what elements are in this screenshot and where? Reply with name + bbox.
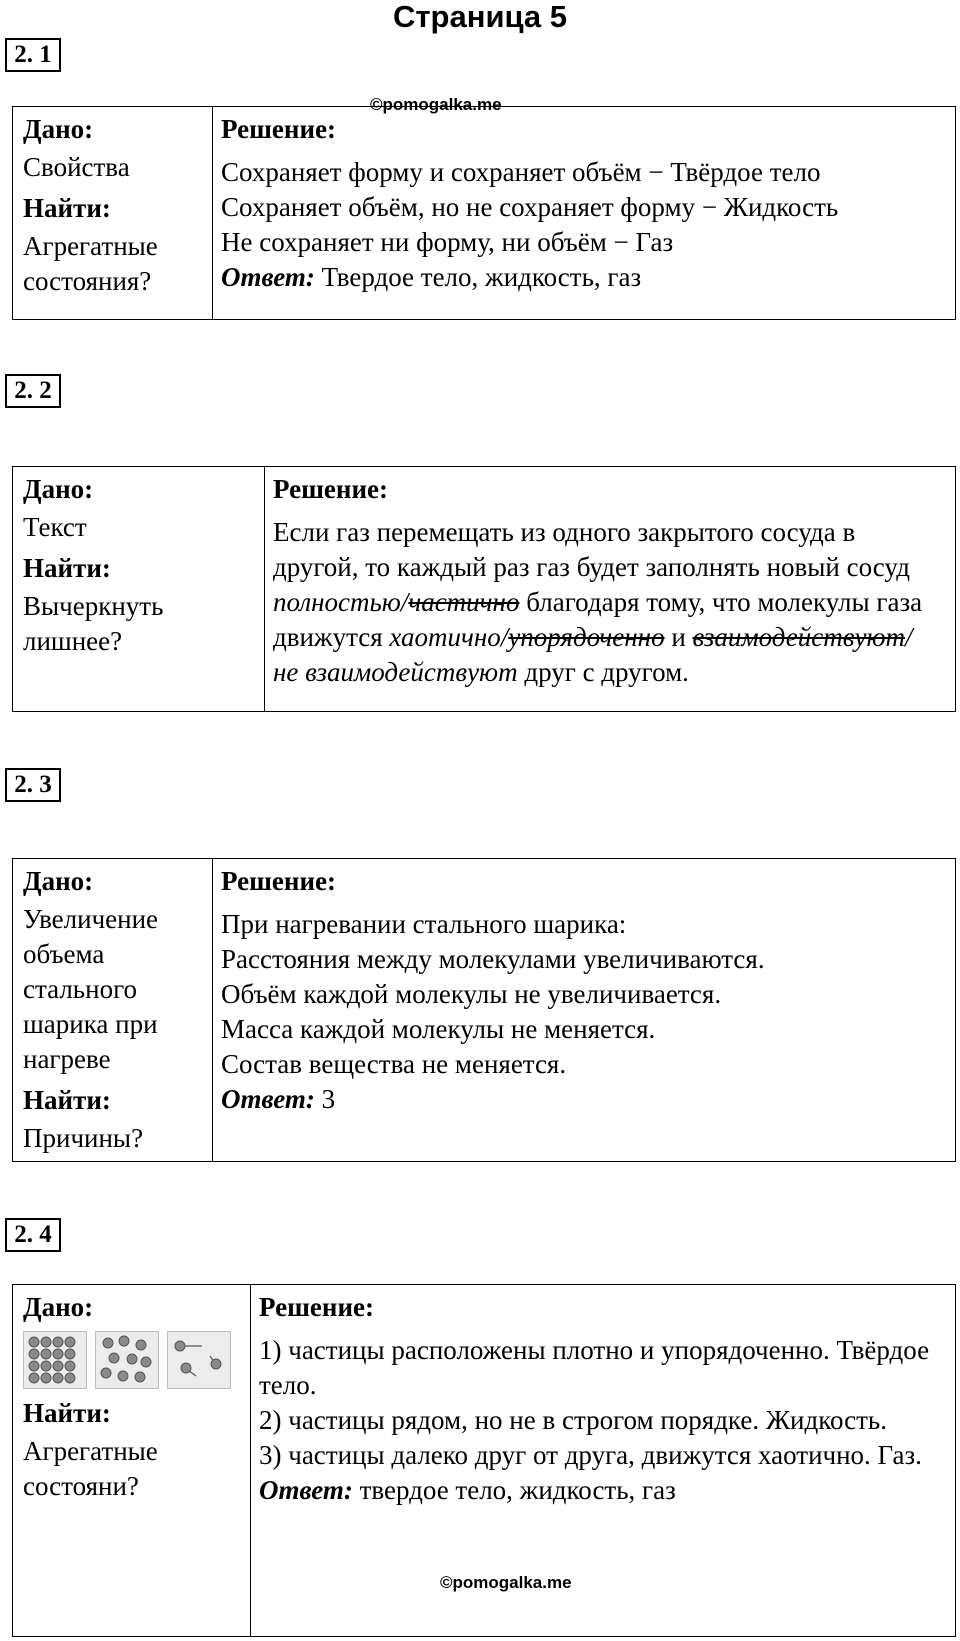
solution-column	[265, 467, 955, 711]
answer-value: Твердое тело, жидкость, газ	[321, 262, 642, 292]
solution-line: Масса каждой молекулы не меняется.	[221, 1014, 656, 1044]
watermark: ©pomogalka.me	[370, 95, 502, 114]
solution-paragraph	[273, 515, 937, 690]
particle-images	[23, 1331, 250, 1389]
given-column	[13, 107, 213, 319]
task-number-2-4: 2. 4	[5, 1218, 61, 1252]
answer-line	[221, 1082, 955, 1117]
text-part: Если газ перемещать из одного закрытого сосуда в другой, то каждый раз газ будет заполнять новый сосуд	[273, 517, 910, 582]
solution-line: Не сохраняет ни форму, ни объём − Газ	[221, 227, 674, 257]
struck-option: упорядоченно	[508, 622, 665, 652]
find-label: Найти:	[23, 1398, 111, 1428]
answer-label: Ответ:	[221, 1084, 315, 1114]
solution-line: 3) частицы далеко друг от друга, движутся хаотично. Газ.	[259, 1440, 922, 1470]
given-label: Дано:	[23, 866, 94, 896]
solution-label: Решение:	[221, 866, 336, 896]
watermark: ©pomogalka.me	[440, 1573, 572, 1592]
task-2-1-table	[12, 106, 956, 320]
given-column	[13, 859, 213, 1161]
solution-line: Сохраняет объём, но не сохраняет форму − Жидкость	[221, 192, 839, 222]
solution-line: Состав вещества не меняется.	[221, 1049, 567, 1079]
text-part: и	[664, 622, 693, 652]
solution-line: Расстояния между молекулами увеличиваются.	[221, 944, 765, 974]
solution-line: 2) частицы рядом, но не в строгом порядке. Жидкость.	[259, 1405, 888, 1435]
find-value: Вычеркнуть лишнее?	[23, 591, 164, 656]
gas-particles-image	[167, 1331, 231, 1389]
solution-label: Решение:	[259, 1292, 374, 1322]
given-value: Увеличение объема стального шарика при нагреве	[23, 904, 159, 1074]
text-part: друг с другом.	[517, 657, 689, 687]
given-value: Свойства	[23, 152, 130, 182]
answer-label: Ответ:	[221, 262, 315, 292]
task-number-2-3: 2. 3	[5, 768, 61, 802]
given-column	[13, 467, 265, 711]
solution-line: Сохраняет форму и сохраняет объём − Твёрдое тело	[221, 157, 821, 187]
answer-label: Ответ:	[259, 1475, 353, 1505]
find-label: Найти:	[23, 193, 111, 223]
find-value: Агрегатные состояния?	[23, 231, 158, 296]
given-column	[13, 1285, 251, 1636]
solution-line: Объём каждой молекулы не увеличивается.	[221, 979, 722, 1009]
task-number-2-2: 2. 2	[5, 374, 61, 408]
liquid-particles-image	[95, 1331, 159, 1389]
answer-value: твердое тело, жидкость, газ	[359, 1475, 676, 1505]
solution-line: 1) частицы расположены плотно и упорядоченно. Твёрдое тело.	[259, 1335, 930, 1400]
solution-label: Решение:	[273, 474, 388, 504]
solid-particles-image	[23, 1331, 87, 1389]
kept-option: полностью/	[273, 587, 409, 617]
given-value: Текст	[23, 512, 87, 542]
struck-option: взаимодействуют	[692, 622, 905, 652]
solution-column	[213, 859, 955, 1161]
solution-column	[213, 107, 955, 319]
answer-value: 3	[321, 1084, 336, 1114]
solution-label: Решение:	[221, 114, 336, 144]
given-label: Дано:	[23, 1292, 94, 1322]
struck-option: частично	[408, 587, 520, 617]
task-number-2-1: 2. 1	[5, 38, 61, 72]
kept-option: хаотично/	[389, 622, 509, 652]
page-title: Страница 5	[392, 0, 568, 34]
text-part: благодаря тому, что молекулы газа движутся	[273, 587, 923, 652]
solution-line: При нагревании стального шарика:	[221, 909, 627, 939]
kept-option: /не взаимодействуют	[273, 622, 913, 687]
solution-column	[251, 1285, 955, 1636]
given-label: Дано:	[23, 114, 94, 144]
answer-line	[221, 260, 955, 295]
answer-line	[259, 1473, 945, 1508]
find-label: Найти:	[23, 553, 111, 583]
find-label: Найти:	[23, 1085, 111, 1115]
given-label: Дано:	[23, 474, 94, 504]
task-2-2-table	[12, 466, 956, 712]
task-2-3-table	[12, 858, 956, 1162]
find-value: Агрегатные состояни?	[23, 1436, 158, 1501]
find-value: Причины?	[23, 1123, 144, 1153]
